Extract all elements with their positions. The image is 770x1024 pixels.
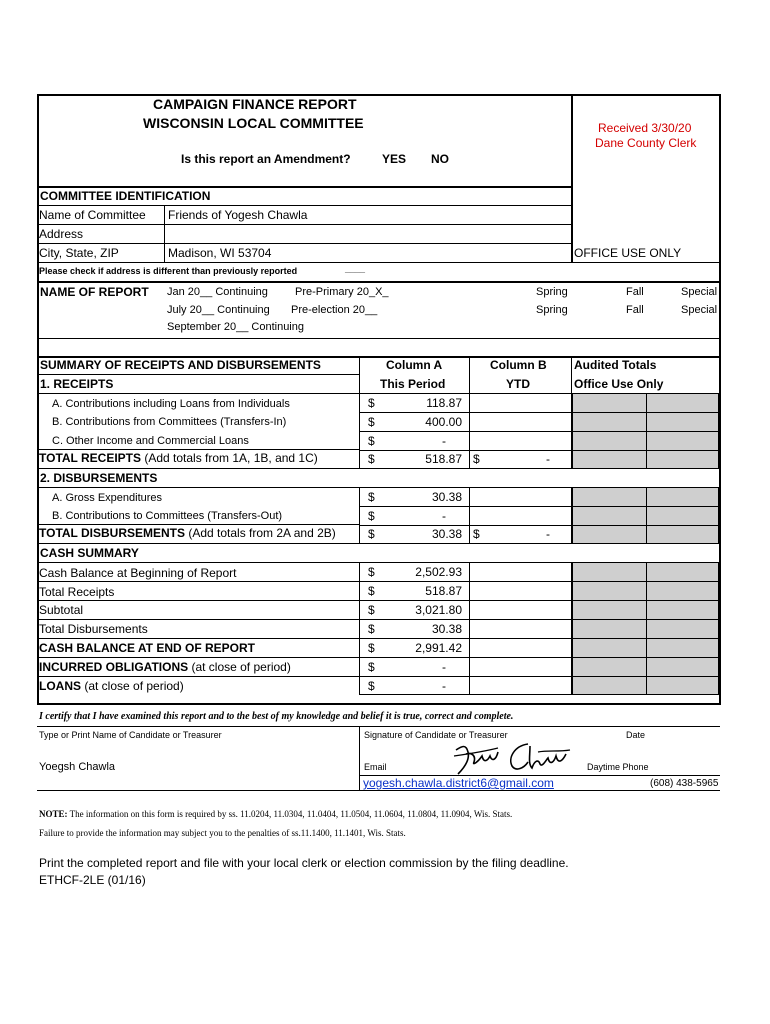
receipt-b-label: B. Contributions from Committees (Transfers-In) (52, 416, 287, 428)
note-label: NOTE: (39, 809, 68, 819)
row-line (359, 450, 572, 451)
cash-total-receipts-value[interactable]: 518.87 (425, 584, 462, 598)
row-line (37, 468, 572, 469)
label-divider (164, 205, 165, 262)
incurred-label-rest: (at close of period) (188, 660, 291, 674)
received-stamp-line1: Received 3/30/20 (598, 121, 692, 135)
audit-cell (646, 562, 719, 582)
cash-total-receipts-dollar: $ (368, 584, 375, 598)
receipt-b-dollar: $ (368, 415, 375, 429)
row-line (37, 449, 359, 450)
audit-cell (572, 562, 647, 582)
row-line (37, 374, 359, 375)
cash-subtotal-value[interactable]: 3,021.80 (415, 603, 462, 617)
total-receipts-dollar: $ (368, 452, 375, 466)
row-line (37, 338, 720, 339)
audit-cell (572, 581, 647, 601)
column-b-disb-box (469, 487, 572, 544)
audit-cell (646, 581, 719, 601)
loans-value[interactable]: - (442, 679, 446, 693)
row-line (359, 638, 572, 639)
audit-cell (646, 431, 719, 451)
report-spring-2[interactable]: Spring (536, 304, 568, 316)
amendment-yes-option[interactable]: YES (382, 152, 407, 166)
report-special-1[interactable]: Special (681, 286, 718, 298)
disbursement-a-dollar: $ (368, 490, 375, 504)
row-line (37, 676, 359, 677)
daytime-phone-field[interactable]: (608) 438-5965 (650, 778, 719, 789)
amendment-question: Is this report an Amendment? (181, 152, 351, 166)
receipt-a-value[interactable]: 118.87 (426, 396, 462, 410)
row-line (359, 676, 572, 677)
receipt-c-value[interactable]: - (442, 434, 446, 448)
received-stamp-line2: Dane County Clerk (595, 136, 697, 150)
column-a-disb-box (359, 487, 470, 544)
statutory-note (39, 810, 512, 819)
row-line (37, 790, 720, 791)
total-disbursements-value[interactable]: 30.38 (431, 527, 462, 541)
note-text: The information on this form is required by ss. 11.0204, 11.0304, 11.0404, 11.0504, 11.0604, 11.0804, 11.0904, Wis. Stats. (67, 809, 513, 819)
report-special-2[interactable]: Special (681, 304, 718, 316)
cash-total-disbursements-dollar: $ (368, 622, 375, 636)
col-divider (359, 726, 360, 790)
row-line (37, 224, 571, 225)
audit-cell (572, 487, 647, 507)
receipt-a-dollar: $ (368, 396, 375, 410)
row-line (37, 619, 359, 620)
date-label: Date (626, 730, 646, 740)
audit-cell (572, 450, 647, 469)
col-divider (359, 356, 360, 393)
report-preelection[interactable]: Pre-election 20__ (291, 304, 378, 316)
receipts-section-title: 1. RECEIPTS (40, 377, 114, 391)
column-b-header: Column B (490, 358, 547, 372)
row-line (359, 581, 572, 582)
audited-totals-header: Audited Totals (574, 358, 657, 372)
audit-cell (646, 638, 719, 658)
audit-cell (646, 676, 719, 695)
report-jan-continuing[interactable]: Jan 20__ Continuing (167, 286, 268, 298)
total-receipts-ytd-value[interactable]: - (546, 452, 550, 466)
audit-cell (646, 450, 719, 469)
total-disbursements-ytd-value[interactable]: - (546, 527, 550, 541)
audit-cell (572, 506, 647, 526)
row-line (359, 506, 572, 507)
audit-cell (572, 657, 647, 677)
cash-end-value[interactable]: 2,991.42 (415, 641, 462, 655)
row-line (37, 638, 359, 639)
form-title-line1: CAMPAIGN FINANCE REPORT (153, 96, 357, 112)
row-line (37, 562, 359, 563)
form-border-right (719, 94, 721, 704)
audit-cell (646, 525, 719, 544)
audit-cell (646, 619, 719, 639)
committee-section-top (37, 186, 571, 188)
report-preprimary[interactable]: Pre-Primary 20_X_ (295, 286, 389, 298)
loans-label-bold: LOANS (39, 679, 81, 693)
cash-end-label: CASH BALANCE AT END OF REPORT (39, 641, 255, 655)
disbursements-section-title: 2. DISBURSEMENTS (40, 471, 158, 485)
total-receipts-label (39, 452, 318, 464)
filing-instructions: Print the completed report and file with your local clerk or election commission by the filing deadline. (39, 856, 569, 870)
report-fall-1[interactable]: Fall (626, 286, 644, 298)
cash-beginning-dollar: $ (368, 565, 375, 579)
city-state-zip-field[interactable]: Madison, WI 53704 (168, 246, 272, 260)
audit-cell (646, 393, 719, 413)
incurred-value[interactable]: - (442, 660, 446, 674)
total-disbursements-label-rest: (Add totals from 2A and 2B) (185, 526, 336, 540)
total-receipts-label-bold: TOTAL RECEIPTS (39, 451, 142, 465)
loans-dollar: $ (368, 679, 375, 693)
committee-section-title: COMMITTEE IDENTIFICATION (40, 189, 211, 203)
form-id: ETHCF-2LE (01/16) (39, 873, 146, 887)
column-a-subheader: This Period (380, 377, 446, 391)
office-use-only-label: OFFICE USE ONLY (574, 246, 682, 260)
loans-label (39, 680, 184, 692)
audit-cell (572, 393, 647, 413)
cash-total-disbursements-label: Total Disbursements (39, 622, 148, 636)
audit-cell (572, 619, 647, 639)
loans-label-rest: (at close of period) (81, 679, 184, 693)
form-title-line2: WISCONSIN LOCAL COMMITTEE (143, 115, 364, 131)
row-line (37, 281, 720, 283)
row-line (37, 262, 720, 263)
disbursement-b-value[interactable]: - (442, 509, 446, 523)
row-line (37, 581, 359, 582)
signature-image (448, 738, 574, 778)
disbursement-b-label: B. Contributions to Committees (Transfers-Out) (52, 510, 283, 522)
report-july-continuing[interactable]: July 20__ Continuing (167, 304, 270, 316)
cash-beginning-value[interactable]: 2,502.93 (415, 565, 462, 579)
row-line (37, 524, 359, 525)
total-disbursements-label-bold: TOTAL DISBURSEMENTS (39, 526, 186, 540)
audit-cell (572, 676, 647, 695)
receipt-c-label: C. Other Income and Commercial Loans (52, 435, 249, 447)
disbursement-a-label: A. Gross Expenditures (52, 492, 163, 504)
report-fall-2[interactable]: Fall (626, 304, 644, 316)
audit-cell (572, 600, 647, 620)
summary-title: SUMMARY OF RECEIPTS AND DISBURSEMENTS (40, 358, 321, 372)
row-line (359, 600, 572, 601)
report-spring-1[interactable]: Spring (536, 286, 568, 298)
audit-cell (646, 657, 719, 677)
office-use-divider (571, 94, 573, 262)
audit-cell (572, 525, 647, 544)
audit-cell (646, 412, 719, 432)
cash-total-disbursements-value[interactable]: 30.38 (431, 622, 462, 636)
total-disbursements-ytd-dollar: $ (473, 527, 480, 541)
row-line (359, 412, 572, 413)
cash-subtotal-dollar: $ (368, 603, 375, 617)
receipt-c-dollar: $ (368, 434, 375, 448)
row-line (359, 657, 572, 658)
row-line (37, 393, 359, 394)
column-b-subheader: YTD (506, 377, 530, 391)
total-disbursements-dollar: $ (368, 527, 375, 541)
report-september-continuing[interactable]: September 20__ Continuing (167, 321, 304, 333)
cash-beginning-label: Cash Balance at Beginning of Report (39, 566, 237, 580)
daytime-phone-label: Daytime Phone (587, 762, 649, 772)
row-line (359, 525, 572, 526)
column-a-header: Column A (386, 358, 443, 372)
audit-cell (646, 600, 719, 620)
audit-cell (646, 506, 719, 526)
disbursement-b-dollar: $ (368, 509, 375, 523)
incurred-dollar: $ (368, 660, 375, 674)
cash-end-dollar: $ (368, 641, 375, 655)
audit-cell (572, 431, 647, 451)
row-line (37, 243, 571, 244)
address-change-note: Please check if address is different than previously reported (39, 266, 298, 276)
total-receipts-ytd-dollar: $ (473, 452, 480, 466)
email-link[interactable]: yogesh.chawla.district6@gmail.com (363, 776, 554, 790)
incurred-obligations-label (39, 661, 291, 673)
form-border-top (37, 94, 720, 96)
report-name-label: NAME OF REPORT (40, 285, 149, 299)
row-line (37, 657, 359, 658)
row-line (37, 205, 571, 206)
address-change-checkbox[interactable]: ____ (345, 264, 366, 274)
audit-cell (646, 487, 719, 507)
col-divider (469, 356, 470, 393)
disbursement-a-value[interactable]: 30.38 (431, 490, 462, 504)
penalty-note: Failure to provide the information may subject you to the penalties of ss.11.1400, 11.1401, Wis. Stats. (39, 828, 406, 838)
certification-statement: I certify that I have examined this report and to the best of my knowledge and belief it is true, correct and complete. (39, 711, 514, 722)
form-border-bottom (37, 703, 721, 705)
city-state-zip-label: City, State, ZIP (39, 246, 119, 260)
signature-label: Signature of Candidate or Treasurer (364, 730, 508, 740)
row-line (37, 600, 359, 601)
row-line (37, 726, 720, 727)
treasurer-name-field[interactable]: Yoegsh Chawla (39, 761, 116, 773)
audit-cell (572, 638, 647, 658)
committee-name-field[interactable]: Friends of Yogesh Chawla (168, 208, 308, 222)
total-receipts-label-rest: (Add totals from 1A, 1B, and 1C) (141, 451, 318, 465)
col-divider (571, 356, 572, 393)
receipt-b-value[interactable]: 400.00 (425, 415, 462, 429)
committee-name-label: Name of Committee (39, 208, 146, 222)
cash-subtotal-label: Subtotal (39, 603, 84, 617)
address-label: Address (39, 227, 84, 241)
office-use-subheader: Office Use Only (574, 377, 664, 391)
audit-cell (572, 412, 647, 432)
row-line (359, 431, 572, 432)
total-receipts-value[interactable]: 518.87 (425, 452, 462, 466)
total-disbursements-label (39, 527, 336, 539)
receipt-a-label: A. Contributions including Loans from Individuals (52, 398, 290, 410)
cash-total-receipts-label: Total Receipts (39, 585, 115, 599)
amendment-no-option[interactable]: NO (431, 152, 449, 166)
incurred-label-bold: INCURRED OBLIGATIONS (39, 660, 189, 674)
cash-summary-title: CASH SUMMARY (40, 546, 139, 560)
treasurer-name-label: Type or Print Name of Candidate or Treasurer (39, 730, 222, 740)
email-label: Email (364, 762, 387, 772)
row-line (359, 619, 572, 620)
